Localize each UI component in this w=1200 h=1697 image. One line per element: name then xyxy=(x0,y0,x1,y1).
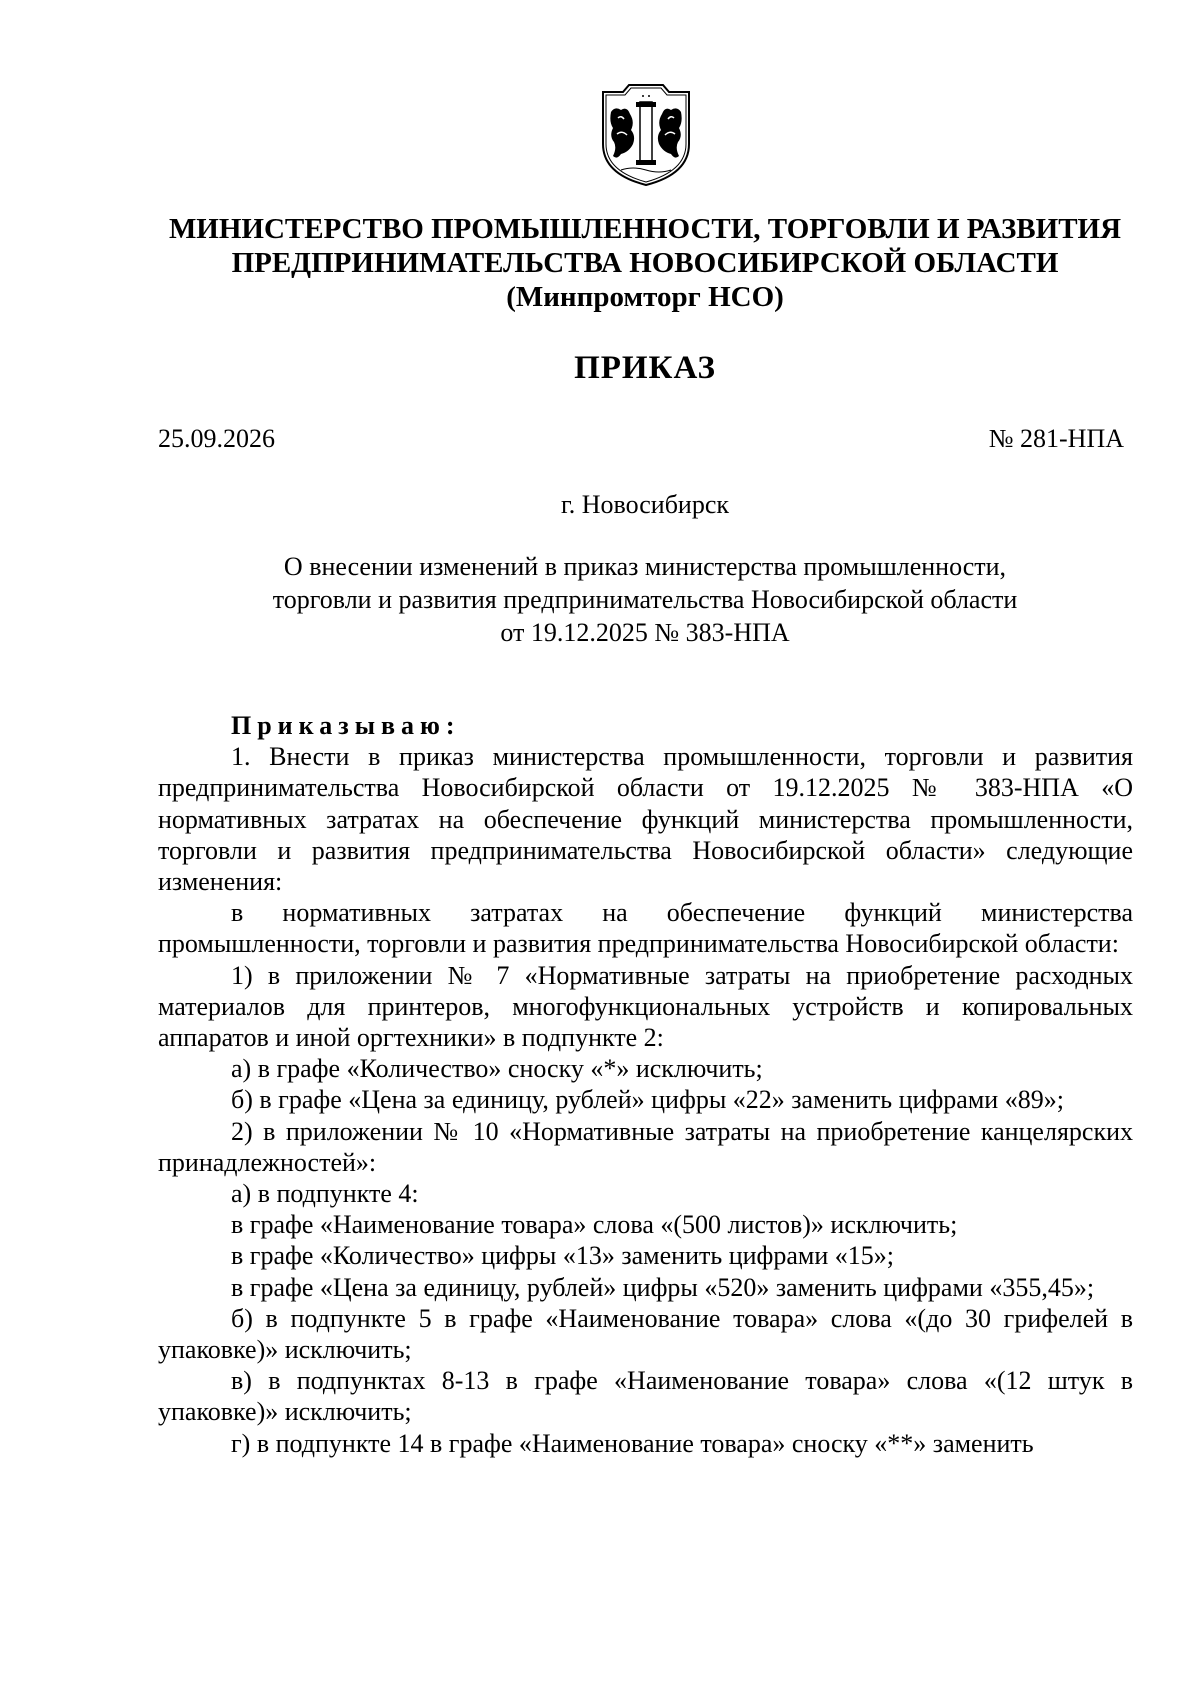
body-paragraph: в) в подпунктах 8-13 в графе «Наименование товара» слова «(12 штук в упаковке)» исключить; xyxy=(158,1366,1133,1427)
ministry-short-name: (Минпромторг НСО) xyxy=(506,281,784,313)
document-subject xyxy=(150,550,1140,649)
ministry-name-line1: МИНИСТЕРСТВО ПРОМЫШЛЕННОСТИ, ТОРГОВЛИ И РАЗВИТИЯ xyxy=(168,213,1122,245)
body-paragraph: а) в графе «Количество» сноску «*» исключить; xyxy=(231,1054,763,1084)
coat-of-arms-icon xyxy=(599,82,693,188)
ministry-name-line2: ПРЕДПРИНИМАТЕЛЬСТВА НОВОСИБИРСКОЙ ОБЛАСТИ xyxy=(231,247,1059,279)
ministry-name xyxy=(150,212,1140,314)
body-paragraph: г) в подпункте 14 в графе «Наименование товара» сноску «**» заменить xyxy=(231,1428,1034,1458)
body-paragraph: в графе «Цена за единицу, рублей» цифры «520» заменить цифрами «355,45»; xyxy=(231,1272,1095,1302)
body-paragraph: 2) в приложении № 10 «Нормативные затраты на приобретение канцелярских принадлежностей»: xyxy=(158,1116,1133,1177)
subject-line2: торговли и развития предпринимательства Новосибирской области xyxy=(272,585,1018,614)
body-paragraph: 1) в приложении № 7 «Нормативные затраты на приобретение расходных материалов для принтеров, многофункциональных устройств и копировальных аппаратов и иной оргтехники» в подпункте 2: xyxy=(158,960,1133,1053)
document-type-title: ПРИКАЗ xyxy=(574,350,716,386)
body-paragraph: б) в графе «Цена за единицу, рублей» цифры «22» заменить цифрами «89»; xyxy=(231,1085,1064,1115)
subject-line3: от 19.12.2025 № 383-НПА xyxy=(500,618,790,647)
body-paragraph: б) в подпункте 5 в графе «Наименование товара» слова «(до 30 грифелей в упаковке)» исключить; xyxy=(158,1303,1133,1365)
document-date: 25.09.2026 xyxy=(158,424,275,453)
body-paragraph: а) в подпункте 4: xyxy=(231,1179,419,1209)
body-paragraph: 1. Внести в приказ министерства промышленности, торговли и развития предпринимательства Новосибирской области от 19.12.2025 № 383-НПА «О нормативных затратах на обеспечение функций министерства промышленности, торговли и развития предпринимательства Новосибирской области» следующие изменения: xyxy=(158,742,1133,897)
document-number: № 281-НПА xyxy=(988,424,1124,453)
order-word: Приказываю: xyxy=(231,711,461,740)
body-paragraph: в нормативных затратах на обеспечение функций министерства промышленности, торговли и развития предпринимательства Новосибирской области: xyxy=(158,898,1133,959)
subject-line1: О внесении изменений в приказ министерства промышленности, xyxy=(283,552,1007,581)
body-paragraph: в графе «Количество» цифры «13» заменить цифрами «15»; xyxy=(231,1241,895,1271)
body-paragraph: в графе «Наименование товара» слова «(500 листов)» исключить; xyxy=(231,1210,958,1240)
document-body xyxy=(158,710,1133,1459)
document-city: г. Новосибирск xyxy=(560,490,730,519)
